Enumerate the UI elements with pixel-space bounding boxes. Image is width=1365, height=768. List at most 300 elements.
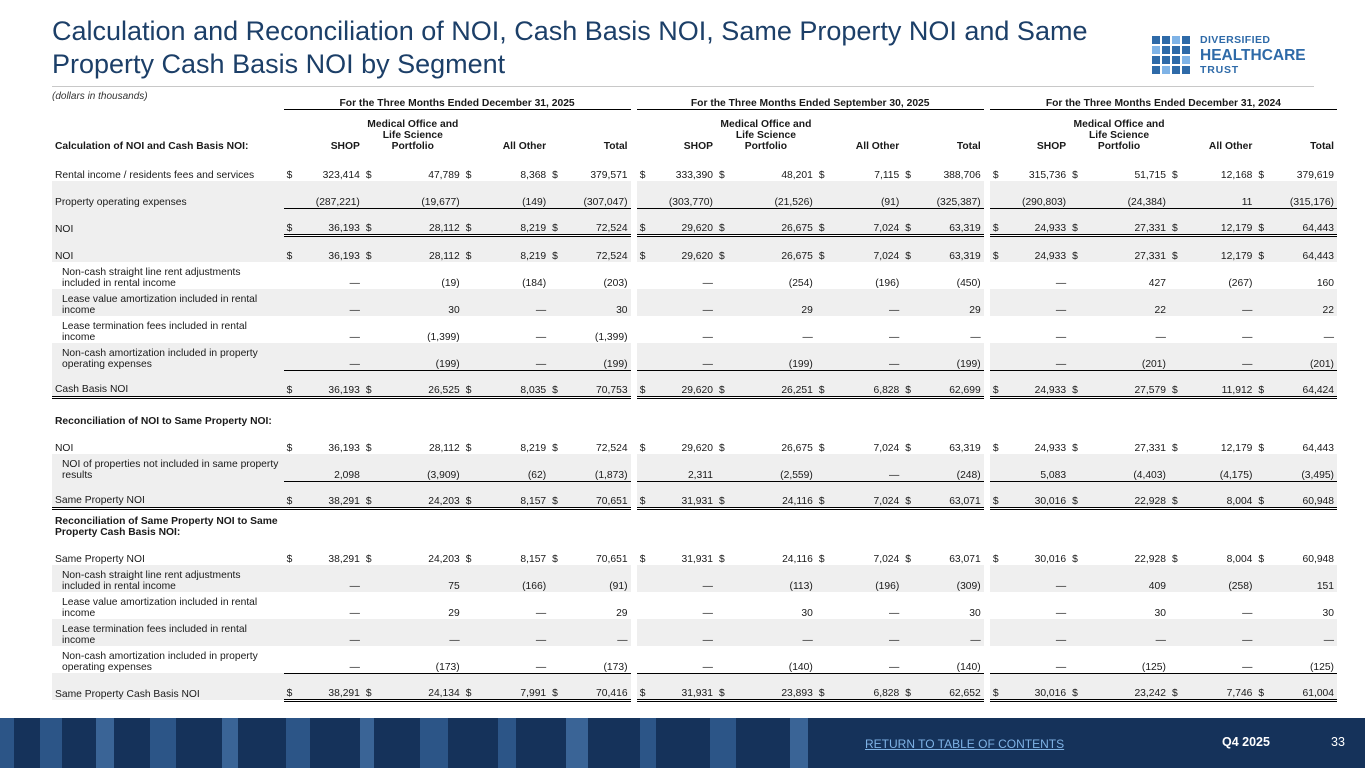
dollar-sign: $ [990, 370, 1000, 397]
dollar-sign [990, 289, 1000, 316]
dollar-sign [284, 262, 294, 289]
dollar-sign: $ [639, 443, 646, 454]
value-cell: 427 [1148, 278, 1166, 289]
value-cell: (201) [1266, 343, 1337, 370]
dollar-sign: $ [363, 481, 373, 508]
dollar-sign: $ [365, 443, 372, 454]
dollar-sign [990, 454, 1000, 481]
dollar-sign: $ [902, 208, 912, 235]
value-cell: — [1266, 619, 1337, 646]
page-title: Calculation and Reconciliation of NOI, Cash Basis NOI, Same Property NOI and Same Property Cash Basis NOI by Segment [52, 16, 1088, 79]
value-cell: 28,112 [373, 208, 463, 235]
value-cell: 27,331 [1079, 208, 1169, 235]
value-cell: (125) [1141, 661, 1166, 673]
dollar-sign: $ [1171, 170, 1178, 181]
dollar-sign: $ [905, 554, 911, 565]
logo-line-3: TRUST [1200, 64, 1239, 76]
table-row [52, 154, 1337, 181]
dollar-sign [1069, 592, 1079, 619]
value-cell: 388,706 [943, 170, 981, 181]
dollar-sign [816, 181, 826, 208]
dollar-sign: $ [902, 673, 912, 700]
dollar-sign: $ [718, 170, 725, 181]
row-label: Non-cash straight line rent adjustments included in rental income [52, 565, 284, 592]
value-cell: 8,157 [520, 554, 547, 565]
value-cell: 31,931 [647, 481, 716, 508]
dollar-sign: $ [363, 370, 373, 397]
value-cell: (199) [373, 343, 463, 370]
dollar-sign: $ [816, 235, 826, 262]
dollar-sign [990, 565, 1000, 592]
dollar-sign [549, 316, 559, 343]
value-cell: — [1079, 619, 1169, 646]
column-header: Total [1310, 141, 1334, 152]
dollar-sign [816, 289, 826, 316]
dollar-sign [1169, 343, 1179, 370]
dollar-sign [816, 565, 826, 592]
value-cell: 63,071 [949, 554, 981, 565]
dollar-sign: $ [552, 443, 558, 454]
dollar-sign [1255, 592, 1265, 619]
row-label: Lease termination fees included in rental income [62, 321, 247, 343]
value-cell: 29,620 [681, 443, 713, 454]
value-cell: (149) [473, 181, 549, 208]
dollar-sign [1069, 316, 1079, 343]
column-header: Medical Office and Life Science Portfolio [1073, 119, 1165, 152]
dollar-sign [816, 454, 826, 481]
value-cell: 27,331 [1134, 443, 1166, 454]
dollar-sign [902, 565, 912, 592]
value-cell: (199) [559, 343, 630, 370]
dollar-sign: $ [902, 370, 912, 397]
dollar-sign [716, 454, 726, 481]
value-cell: 31,931 [647, 673, 716, 700]
dollar-sign: $ [905, 443, 911, 454]
value-cell: 7,115 [874, 170, 900, 181]
table-row [52, 343, 1337, 370]
value-cell: 64,443 [1266, 208, 1337, 235]
value-cell: — [473, 343, 549, 370]
dollar-sign [284, 343, 294, 370]
value-cell: — [970, 332, 981, 343]
dollar-sign [363, 619, 373, 646]
value-cell: — [1055, 332, 1067, 343]
dollar-sign [637, 262, 647, 289]
dollar-sign: $ [1072, 443, 1078, 454]
value-cell: 7,024 [873, 554, 900, 565]
dollar-sign: $ [363, 673, 373, 700]
noi-reconciliation-table [52, 93, 1337, 702]
table-row [52, 427, 1337, 454]
dollar-sign: $ [1255, 481, 1265, 508]
table-row [52, 481, 1337, 508]
dollar-sign: $ [1069, 370, 1079, 397]
dollar-sign [990, 316, 1000, 343]
dollar-sign [1255, 289, 1265, 316]
value-cell: (199) [913, 343, 984, 370]
value-cell: 22,928 [1079, 481, 1169, 508]
dollar-sign: $ [990, 235, 1000, 262]
value-cell: 60,948 [1302, 554, 1334, 565]
value-cell: — [294, 289, 363, 316]
value-cell: 11 [1179, 181, 1255, 208]
column-header: All Other [1208, 141, 1253, 152]
value-cell: (1,399) [594, 332, 628, 343]
dollar-sign [1255, 619, 1265, 646]
dollar-sign: $ [465, 170, 472, 181]
value-cell: — [1323, 332, 1334, 343]
dollar-sign: $ [818, 443, 825, 454]
dollar-sign: $ [992, 554, 999, 565]
company-logo [1152, 34, 1322, 76]
dollar-sign: $ [1171, 554, 1178, 565]
dollar-sign: $ [1072, 170, 1078, 181]
value-cell: (1,399) [427, 332, 460, 343]
dollar-sign: $ [1169, 673, 1179, 700]
dollar-sign [816, 316, 826, 343]
row-label: Lease value amortization included in rental income [52, 289, 284, 316]
value-cell: 27,579 [1079, 370, 1169, 397]
value-cell: 70,753 [559, 370, 630, 397]
value-cell: 24,134 [373, 673, 463, 700]
value-cell: 7,024 [826, 481, 902, 508]
value-cell: 379,619 [1296, 170, 1334, 181]
dollar-sign [1169, 289, 1179, 316]
value-cell: — [473, 619, 549, 646]
value-cell: 30 [801, 608, 813, 619]
dollar-sign [363, 316, 373, 343]
table-row [52, 262, 1337, 289]
dollar-sign: $ [1171, 443, 1178, 454]
dollar-sign [902, 646, 912, 673]
dollar-sign: $ [990, 673, 1000, 700]
value-cell: — [1000, 343, 1069, 370]
dollar-sign [716, 316, 726, 343]
value-cell: — [702, 332, 713, 343]
dollar-sign [549, 262, 559, 289]
value-cell: 30 [559, 289, 630, 316]
dollar-sign [363, 181, 373, 208]
dollar-sign [363, 565, 373, 592]
value-cell: — [349, 332, 360, 343]
column-header: Medical Office and Life Science Portfolio [720, 119, 812, 152]
dollar-sign [637, 181, 647, 208]
value-cell: 72,524 [559, 208, 630, 235]
dollar-sign: $ [286, 554, 293, 565]
value-cell: 30,016 [1000, 481, 1069, 508]
value-cell: — [349, 661, 360, 673]
dollar-sign: $ [1258, 443, 1265, 454]
dollar-sign: $ [463, 235, 473, 262]
value-cell: — [473, 289, 549, 316]
value-cell: (3,909) [373, 454, 463, 481]
value-cell: 160 [1316, 278, 1334, 289]
table-row [52, 592, 1337, 619]
dollar-sign [1169, 262, 1179, 289]
dollar-sign [363, 454, 373, 481]
dollar-sign: $ [902, 235, 912, 262]
dollar-sign: $ [1255, 370, 1265, 397]
value-cell: 38,291 [328, 554, 360, 565]
table-row [52, 454, 1337, 481]
row-label: Lease termination fees included in rental income [52, 619, 284, 646]
value-cell: 27,331 [1079, 235, 1169, 262]
value-cell: — [294, 565, 363, 592]
value-cell: 29 [448, 608, 460, 619]
dollar-sign: $ [716, 208, 726, 235]
dollar-sign [1169, 181, 1179, 208]
value-cell: — [1000, 619, 1069, 646]
value-cell: 47,789 [428, 170, 460, 181]
value-cell: (267) [1228, 278, 1253, 289]
table-row [52, 646, 1337, 673]
value-cell: 8,219 [520, 443, 547, 454]
value-cell: — [826, 289, 902, 316]
dollar-sign: $ [286, 443, 293, 454]
dollar-sign [716, 262, 726, 289]
dollar-sign [990, 592, 1000, 619]
value-cell: (307,047) [559, 181, 630, 208]
value-cell: 36,193 [294, 235, 363, 262]
dollar-sign: $ [465, 554, 472, 565]
value-cell: 31,931 [681, 554, 713, 565]
dollar-sign [990, 181, 1000, 208]
row-label: Same Property NOI [52, 481, 284, 508]
value-cell: (62) [473, 454, 549, 481]
value-cell: 64,424 [1266, 370, 1337, 397]
dollar-sign: $ [552, 554, 558, 565]
value-cell: (287,221) [294, 181, 363, 208]
period-header: For the Three Months Ended September 30, 2025 [637, 93, 984, 109]
value-cell: — [535, 332, 547, 343]
dollar-sign [637, 592, 647, 619]
value-cell: 333,390 [675, 170, 713, 181]
dollar-sign: $ [463, 208, 473, 235]
value-cell: 22,928 [1134, 554, 1166, 565]
dollar-sign: $ [286, 170, 293, 181]
period-header: For the Three Months Ended December 31, 2025 [284, 93, 631, 109]
value-cell: 23,242 [1079, 673, 1169, 700]
value-cell: (201) [1079, 343, 1169, 370]
value-cell: (173) [603, 661, 628, 673]
value-cell: 8,035 [473, 370, 549, 397]
value-cell: 8,219 [473, 208, 549, 235]
value-cell: (248) [913, 454, 984, 481]
dollar-sign: $ [905, 170, 911, 181]
dollar-sign: $ [992, 170, 999, 181]
title-divider [52, 86, 1314, 87]
value-cell: 2,311 [647, 454, 716, 481]
section-heading: Reconciliation of NOI to Same Property NOI: [52, 397, 284, 427]
value-cell: (254) [788, 278, 813, 289]
header-spacer [52, 93, 284, 109]
dollar-sign: $ [1069, 208, 1079, 235]
dollar-sign: $ [1069, 235, 1079, 262]
dollar-sign [549, 454, 559, 481]
calc-section-header: Calculation of NOI and Cash Basis NOI: [55, 141, 249, 152]
row-label: Property operating expenses [52, 181, 284, 208]
value-cell: (166) [473, 565, 549, 592]
dollar-sign: $ [549, 235, 559, 262]
value-cell: — [702, 661, 713, 673]
dollar-sign: $ [639, 170, 646, 181]
column-header: SHOP [330, 141, 360, 152]
dollar-sign [902, 289, 912, 316]
dollar-sign: $ [637, 235, 647, 262]
value-cell: 29,620 [647, 208, 716, 235]
dollar-sign: $ [818, 170, 825, 181]
value-cell: 24,933 [1034, 443, 1067, 454]
table-row [52, 673, 1337, 700]
value-cell: 26,251 [726, 370, 816, 397]
dollar-sign [1069, 343, 1079, 370]
table-row [52, 508, 1337, 538]
unit-note: (dollars in thousands) [52, 91, 148, 102]
value-cell: 60,948 [1266, 481, 1337, 508]
dollar-sign [1255, 565, 1265, 592]
value-cell: (199) [726, 343, 816, 370]
value-cell: 315,736 [1028, 170, 1067, 181]
dollar-sign: $ [990, 481, 1000, 508]
value-cell: 24,203 [428, 554, 460, 565]
value-cell: 26,675 [726, 235, 816, 262]
table-row [52, 316, 1337, 343]
logo-mark-icon [1152, 36, 1192, 74]
value-cell: (140) [956, 661, 981, 673]
dollar-sign [1255, 262, 1265, 289]
value-cell: (113) [726, 565, 816, 592]
dollar-sign: $ [637, 208, 647, 235]
value-cell: 7,024 [873, 443, 900, 454]
dollar-sign [1069, 619, 1079, 646]
value-cell: 24,933 [1000, 370, 1069, 397]
value-cell: — [1242, 332, 1253, 343]
dollar-sign [1169, 646, 1179, 673]
dollar-sign [902, 619, 912, 646]
value-cell: 29 [616, 608, 628, 619]
dollar-sign [463, 181, 473, 208]
return-to-toc-link[interactable]: RETURN TO TABLE OF CONTENTS [865, 737, 1065, 751]
column-header: Total [956, 141, 981, 152]
value-cell: — [294, 619, 363, 646]
row-label: NOI [52, 208, 284, 235]
page-number: 33 [1331, 735, 1345, 749]
value-cell: (303,770) [647, 181, 716, 208]
value-cell: — [349, 608, 360, 619]
value-cell: — [1242, 608, 1253, 619]
row-label: Same Property NOI [55, 553, 145, 565]
value-cell: 62,652 [913, 673, 984, 700]
dollar-sign: $ [1255, 235, 1265, 262]
value-cell: 26,675 [726, 208, 816, 235]
dollar-sign: $ [1258, 170, 1265, 181]
table-row [52, 397, 1337, 427]
dollar-sign [1069, 262, 1079, 289]
value-cell: (24,384) [1079, 181, 1169, 208]
dollar-sign: $ [718, 443, 725, 454]
row-label: Non-cash amortization included in property operating expenses [62, 651, 258, 673]
value-cell: (203) [603, 278, 628, 289]
value-cell: 29 [913, 289, 984, 316]
value-cell: — [1179, 289, 1255, 316]
row-label: Lease value amortization included in rental income [62, 597, 258, 619]
value-cell: — [702, 608, 713, 619]
value-cell: 8,004 [1226, 554, 1253, 565]
column-header: SHOP [1036, 141, 1067, 152]
dollar-sign [1069, 181, 1079, 208]
value-cell: — [1242, 661, 1253, 673]
value-cell: 30 [1154, 608, 1166, 619]
dollar-sign: $ [816, 370, 826, 397]
dollar-sign: $ [549, 208, 559, 235]
column-header: All Other [855, 141, 900, 152]
value-cell: 72,524 [596, 443, 628, 454]
value-cell: 30,016 [1000, 673, 1069, 700]
value-cell: 24,933 [1000, 235, 1069, 262]
logo-wordmark [1200, 34, 1306, 77]
dollar-sign: $ [1255, 208, 1265, 235]
table-row [52, 289, 1337, 316]
value-cell: — [559, 619, 630, 646]
value-cell: 409 [1079, 565, 1169, 592]
dollar-sign: $ [463, 673, 473, 700]
table-row [52, 208, 1337, 235]
dollar-sign [549, 565, 559, 592]
value-cell: 28,112 [428, 443, 460, 454]
value-cell: 379,571 [590, 170, 628, 181]
logo-line-1: DIVERSIFIED [1200, 34, 1271, 46]
dollar-sign [990, 646, 1000, 673]
dollar-sign [463, 619, 473, 646]
value-cell: — [373, 619, 463, 646]
dollar-sign [902, 181, 912, 208]
value-cell: 38,291 [294, 481, 363, 508]
value-cell: — [1155, 332, 1166, 343]
value-cell: 61,004 [1266, 673, 1337, 700]
dollar-sign: $ [1069, 481, 1079, 508]
dollar-sign [990, 343, 1000, 370]
value-cell: 75 [373, 565, 463, 592]
value-cell: — [647, 289, 716, 316]
value-cell: 8,004 [1179, 481, 1255, 508]
dollar-sign: $ [637, 673, 647, 700]
table-row [52, 235, 1337, 262]
value-cell: 70,416 [559, 673, 630, 700]
dollar-sign [463, 343, 473, 370]
value-cell: — [349, 278, 360, 289]
value-cell: 12,179 [1179, 208, 1255, 235]
value-cell: (309) [913, 565, 984, 592]
dollar-sign [463, 565, 473, 592]
dollar-sign [1169, 619, 1179, 646]
value-cell: (91) [559, 565, 630, 592]
value-cell: 24,203 [373, 481, 463, 508]
dollar-sign [716, 565, 726, 592]
dollar-sign: $ [716, 370, 726, 397]
dollar-sign [1255, 316, 1265, 343]
value-cell: 11,912 [1179, 370, 1255, 397]
value-cell: (21,526) [726, 181, 816, 208]
value-cell: 7,991 [473, 673, 549, 700]
value-cell: 8,368 [520, 170, 547, 181]
value-cell: (2,559) [726, 454, 816, 481]
value-cell: — [888, 608, 900, 619]
dollar-sign [637, 619, 647, 646]
value-cell: (450) [956, 278, 981, 289]
dollar-sign [637, 316, 647, 343]
dollar-sign: $ [549, 370, 559, 397]
value-cell: (325,387) [913, 181, 984, 208]
